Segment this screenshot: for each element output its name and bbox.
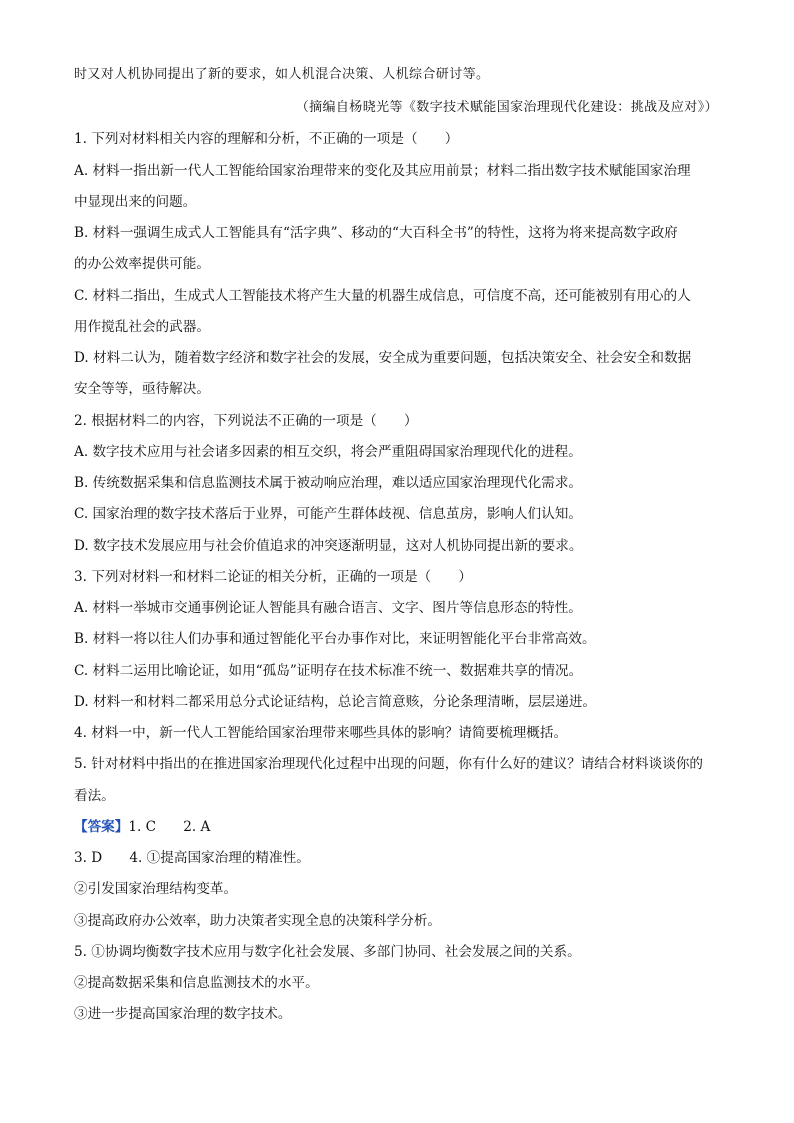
answer-line-5: 5. ①协调均衡数字技术应用与数字化社会发展、多部门协同、社会发展之间的关系。 — [74, 944, 581, 960]
question-1-option-a-cont: 中显现出来的问题。 — [74, 194, 197, 210]
answer-tag: 【答案】 — [74, 819, 129, 835]
answer-line-2: 3. D 4. ①提高国家治理的精准性。 — [74, 850, 310, 866]
question-1-option-d-cont: 安全等等，亟待解决。 — [74, 381, 210, 397]
material-source: （摘编自杨晓光等《数字技术赋能国家治理现代化建设：挑战及应对》） — [295, 100, 718, 115]
answer-line-6: ②提高数据采集和信息监测技术的水平。 — [74, 975, 319, 991]
question-2-option-a: A. 数字技术应用与社会诸多因素的相互交织，将会严重阻碍国家治理现代化的进程。 — [74, 444, 582, 460]
question-1-option-a: A. 材料一指出新一代人工智能给国家治理带来的变化及其应用前景；材料二指出数字技术赋能国家治理 — [74, 163, 691, 179]
question-2-option-b: B. 传统数据采集和信息监测技术属于被动响应治理，难以适应国家治理现代化需求。 — [74, 475, 583, 491]
answer-text-1: 1. C 2. A — [128, 819, 211, 835]
question-3-option-a: A. 材料一举城市交通事例论证人智能具有融合语言、文字、图片等信息形态的特性。 — [74, 600, 582, 616]
answer-line-4: ③提高政府办公效率，助力决策者实现全息的决策科学分析。 — [74, 913, 442, 929]
answer-line-1 — [74, 818, 724, 836]
question-1-option-d: D. 材料二认为，随着数字经济和数字社会的发展，安全成为重要问题，包括决策安全、社会安全和数据 — [74, 350, 692, 366]
question-1-option-c-cont: 用作搅乱社会的武器。 — [74, 319, 210, 335]
question-3-option-b: B. 材料一将以往人们办事和通过智能化平台办事作对比，来证明智能化平台非常高效。 — [74, 631, 596, 647]
question-3-option-d: D. 材料一和材料二都采用总分式论证结构，总论言简意赅，分论条理清晰，层层递进。 — [74, 694, 597, 710]
answer-line-7: ③进一步提高国家治理的数字技术。 — [74, 1006, 292, 1022]
question-1-option-c: C. 材料二指出，生成式人工智能技术将产生大量的机器生成信息，可信度不高，还可能被别有用心的人 — [74, 288, 691, 304]
question-3-stem: 3. 下列对材料一和材料二论证的相关分析，正确的一项是（ ） — [74, 569, 472, 585]
question-1-stem: 1. 下列对材料相关内容的理解和分析，不正确的一项是（ ） — [74, 131, 459, 147]
answer-line-3: ②引发国家治理结构变革。 — [74, 881, 238, 897]
question-5-stem-cont: 看法。 — [74, 788, 115, 804]
question-2-option-d: D. 数字技术发展应用与社会价值追求的冲突逐渐明显，这对人机协同提出新的要求。 — [74, 538, 583, 554]
question-1-option-b: B. 材料一强调生成式人工智能具有“活字典”、移动的“大百科全书”的特性，这将为将来提高数字政府 — [74, 225, 678, 241]
question-1-option-b-cont: 的办公效率提供可能。 — [74, 256, 210, 272]
question-5-stem: 5. 针对材料中指出的在推进国家治理现代化过程中出现的问题，你有什么好的建议？请结合材料谈谈你的 — [74, 756, 704, 772]
question-4-stem: 4. 材料一中，新一代人工智能给国家治理带来哪些具体的影响？请简要梳理概括。 — [74, 725, 568, 741]
material-tail-text: 时又对人机协同提出了新的要求，如人机混合决策、人机综合研讨等。 — [74, 67, 490, 82]
question-2-stem: 2. 根据材料二的内容，下列说法不正确的一项是（ ） — [74, 413, 418, 429]
question-2-option-c: C. 国家治理的数字技术落后于业界，可能产生群体歧视、信息茧房，影响人们认知。 — [74, 506, 582, 522]
question-3-option-c: C. 材料二运用比喻论证，如用“孤岛”证明存在技术标准不统一、数据难共享的情况。 — [74, 663, 583, 679]
